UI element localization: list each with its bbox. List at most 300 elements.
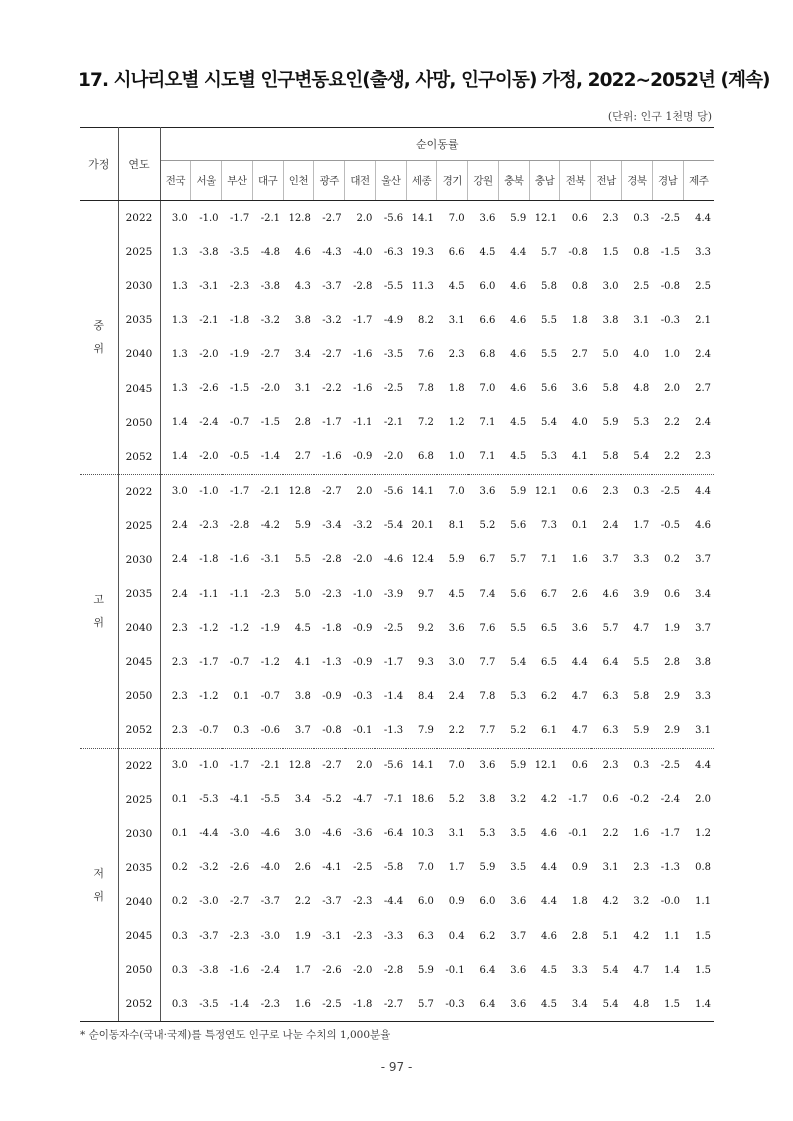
value-cell: 4.8 <box>633 383 650 395</box>
value-cell: 0.1 <box>171 794 188 806</box>
migration-rate-table <box>80 127 714 1022</box>
value-cell: 3.4 <box>695 588 712 600</box>
value-cell: 6.3 <box>417 930 434 942</box>
value-cell: 7.0 <box>479 383 496 395</box>
value-cell: 3.0 <box>294 828 311 840</box>
value-cell: 1.6 <box>571 554 588 566</box>
table-row <box>80 406 714 440</box>
value-cell: 3.8 <box>695 656 712 668</box>
value-cell: 2.5 <box>633 280 650 292</box>
table-row <box>80 817 714 851</box>
value-cell: 4.5 <box>448 588 465 600</box>
value-cell: -1.1 <box>230 588 250 600</box>
value-cell: -3.8 <box>260 280 281 292</box>
value-cell: 1.8 <box>448 383 465 395</box>
value-cell: -2.7 <box>314 474 345 509</box>
value-cell: -1.0 <box>191 748 222 783</box>
value-cell: 4.5 <box>479 246 496 258</box>
value-cell: 4.4 <box>541 896 557 908</box>
value-cell: 7.3 <box>541 520 557 532</box>
value-cell: 2.9 <box>664 724 681 736</box>
value-cell: 6.7 <box>479 554 496 566</box>
value-cell: -3.5 <box>383 348 404 360</box>
value-cell: -5.5 <box>383 280 404 292</box>
value-cell: -2.0 <box>260 383 281 395</box>
value-cell: -0.7 <box>260 690 281 702</box>
value-cell: 1.3 <box>171 348 188 360</box>
value-cell: 3.6 <box>468 748 499 783</box>
value-cell: 5.7 <box>406 987 437 1022</box>
value-cell: 2.3 <box>591 748 622 783</box>
value-cell: 1.2 <box>448 417 465 429</box>
value-cell: 0.6 <box>571 212 588 224</box>
value-cell: -1.7 <box>222 748 253 783</box>
value-cell: -4.0 <box>260 862 281 874</box>
value-cell: 3.6 <box>510 896 527 908</box>
value-cell: 12.1 <box>529 748 560 783</box>
value-cell: -4.8 <box>260 246 281 258</box>
value-cell: 1.6 <box>633 828 650 840</box>
value-cell: 5.3 <box>510 690 527 702</box>
value-cell: -2.1 <box>252 748 283 783</box>
value-cell: -1.6 <box>322 451 342 463</box>
value-cell: 3.6 <box>479 212 496 224</box>
value-cell: -1.3 <box>322 656 342 668</box>
value-cell: 7.1 <box>479 417 496 429</box>
value-cell: 5.7 <box>541 246 557 258</box>
value-cell: -4.6 <box>383 554 404 566</box>
table-row <box>80 611 714 645</box>
value-cell: 3.6 <box>510 964 527 976</box>
value-cell: 0.3 <box>621 748 652 783</box>
value-cell: 7.1 <box>479 451 496 463</box>
value-cell: 3.6 <box>448 622 465 634</box>
value-cell: 12.1 <box>529 474 560 509</box>
value-cell: 5.7 <box>602 622 619 634</box>
value-cell: 20.1 <box>411 520 434 532</box>
region-header-row <box>80 161 714 201</box>
value-cell: 3.8 <box>479 794 496 806</box>
value-cell: -3.3 <box>383 930 404 942</box>
value-cell: 7.2 <box>417 417 434 429</box>
value-cell: -1.6 <box>353 383 373 395</box>
value-cell: 7.7 <box>479 724 496 736</box>
scenario-char: 위 <box>93 889 105 903</box>
year-cell: 2040 <box>118 885 160 919</box>
value-cell: -2.0 <box>199 348 219 360</box>
value-cell: -2.1 <box>252 474 283 509</box>
year-cell: 2035 <box>118 303 160 337</box>
year-cell: 2052 <box>118 987 160 1022</box>
value-cell: 2.8 <box>664 656 681 668</box>
value-cell: 1.1 <box>664 930 681 942</box>
scenario-char: 저 <box>93 866 105 880</box>
value-cell: -2.4 <box>199 417 219 429</box>
value-cell: -3.8 <box>199 246 219 258</box>
value-cell: 14.1 <box>406 474 437 509</box>
value-cell: 3.5 <box>510 828 527 840</box>
value-cell: -1.7 <box>222 474 253 509</box>
value-cell: 3.2 <box>510 794 527 806</box>
value-cell: -1.2 <box>230 622 250 634</box>
value-cell: -3.7 <box>199 930 219 942</box>
value-cell: -3.4 <box>322 520 342 532</box>
value-cell: 5.2 <box>510 724 527 736</box>
table-row <box>80 645 714 679</box>
scenario-label <box>80 474 118 748</box>
value-cell: -2.4 <box>660 794 681 806</box>
value-cell: 3.3 <box>633 554 650 566</box>
value-cell: -0.9 <box>322 690 342 702</box>
value-cell: 1.8 <box>571 896 588 908</box>
year-cell: 2050 <box>118 953 160 987</box>
region-header: 강원 <box>468 161 499 201</box>
value-cell: -1.7 <box>383 656 404 668</box>
value-cell: 4.7 <box>571 724 588 736</box>
value-cell: -2.5 <box>652 474 683 509</box>
value-cell: 0.6 <box>560 748 591 783</box>
value-cell: 0.1 <box>571 520 588 532</box>
value-cell: 2.2 <box>602 828 619 840</box>
value-cell: -4.9 <box>383 314 404 326</box>
value-cell: -3.1 <box>322 930 342 942</box>
value-cell: -0.3 <box>353 690 373 702</box>
value-cell: -2.7 <box>314 748 345 783</box>
value-cell: -3.6 <box>353 828 373 840</box>
value-cell: -1.5 <box>660 246 681 258</box>
value-cell: 3.1 <box>448 314 465 326</box>
value-cell: 2.3 <box>171 724 188 736</box>
scenario-char: 중 <box>93 319 105 333</box>
value-cell: 3.4 <box>560 987 591 1022</box>
year-cell: 2045 <box>118 371 160 405</box>
value-cell: -1.0 <box>191 474 222 509</box>
value-cell: 2.0 <box>695 794 712 806</box>
value-cell: 5.4 <box>541 417 557 429</box>
value-cell: -2.0 <box>383 451 404 463</box>
value-cell: 4.2 <box>633 930 650 942</box>
value-cell: 3.4 <box>294 348 311 360</box>
table-row <box>80 713 714 748</box>
value-cell: 2.4 <box>448 690 465 702</box>
value-cell: -2.0 <box>353 554 373 566</box>
year-cell: 2030 <box>118 269 160 303</box>
value-cell: -0.9 <box>353 451 373 463</box>
value-cell: -4.1 <box>322 862 342 874</box>
value-cell: 3.6 <box>571 383 588 395</box>
value-cell: 4.6 <box>510 314 527 326</box>
value-cell: -4.1 <box>230 794 250 806</box>
footnote: * 순이동자수(국내·국제)를 특정연도 인구로 나눈 수치의 1,000분율 <box>80 1029 391 1041</box>
value-cell: -0.7 <box>199 724 219 736</box>
region-header: 경남 <box>652 161 683 201</box>
value-cell: -3.0 <box>260 930 281 942</box>
value-cell: 6.4 <box>468 987 499 1022</box>
value-cell: -2.8 <box>353 280 373 292</box>
value-cell: 6.3 <box>602 724 619 736</box>
value-cell: -0.9 <box>353 656 373 668</box>
value-cell: -1.2 <box>199 690 219 702</box>
value-cell: 1.4 <box>171 451 188 463</box>
value-cell: -2.0 <box>199 451 219 463</box>
value-cell: -2.7 <box>322 348 342 360</box>
value-cell: 2.4 <box>171 554 188 566</box>
value-cell: 6.4 <box>602 656 619 668</box>
region-header: 세종 <box>406 161 437 201</box>
value-cell: -2.3 <box>252 987 283 1022</box>
year-cell: 2050 <box>118 406 160 440</box>
value-cell: 12.8 <box>283 474 314 509</box>
value-cell: 3.1 <box>294 383 311 395</box>
value-cell: 2.5 <box>695 280 712 292</box>
value-cell: 0.2 <box>171 896 188 908</box>
value-cell: 5.4 <box>591 987 622 1022</box>
value-cell: 2.6 <box>294 862 311 874</box>
value-cell: 6.2 <box>479 930 496 942</box>
value-cell: -2.7 <box>230 896 250 908</box>
value-cell: 7.0 <box>448 212 465 224</box>
year-cell: 2035 <box>118 851 160 885</box>
value-cell: 3.6 <box>498 987 529 1022</box>
value-cell: 5.5 <box>541 314 557 326</box>
value-cell: -3.7 <box>322 896 342 908</box>
value-cell: 1.4 <box>664 964 681 976</box>
value-cell: 11.3 <box>411 280 434 292</box>
value-cell: 1.0 <box>664 348 681 360</box>
value-cell: 3.5 <box>510 862 527 874</box>
value-cell: 14.1 <box>406 748 437 783</box>
scenario-label <box>80 201 118 475</box>
value-cell: 2.8 <box>294 417 311 429</box>
value-cell: -1.6 <box>230 554 250 566</box>
table-row <box>80 783 714 817</box>
value-cell: 1.9 <box>664 622 681 634</box>
value-cell: -2.0 <box>353 964 373 976</box>
value-cell: -2.1 <box>260 212 281 224</box>
value-cell: 1.7 <box>294 964 311 976</box>
value-cell: 9.3 <box>417 656 434 668</box>
year-cell: 2025 <box>118 509 160 543</box>
value-cell: 4.6 <box>510 348 527 360</box>
value-cell: -1.7 <box>568 794 588 806</box>
value-cell: 5.5 <box>510 622 527 634</box>
value-cell: 3.8 <box>294 690 311 702</box>
unit-note: (단위: 인구 1천명 당) <box>607 110 712 123</box>
value-cell: 4.6 <box>510 280 527 292</box>
year-cell: 2045 <box>118 645 160 679</box>
value-cell: 2.3 <box>171 690 188 702</box>
region-header: 울산 <box>375 161 406 201</box>
value-cell: -2.2 <box>322 383 342 395</box>
region-header: 부산 <box>222 161 253 201</box>
value-cell: 2.3 <box>591 474 622 509</box>
value-cell: 3.3 <box>695 246 712 258</box>
value-cell: 3.0 <box>160 748 191 783</box>
value-cell: 3.3 <box>695 690 712 702</box>
value-cell: -2.5 <box>660 212 681 224</box>
value-cell: 3.0 <box>448 656 465 668</box>
value-cell: 7.6 <box>479 622 496 634</box>
value-cell: -1.7 <box>322 417 342 429</box>
value-cell: 4.4 <box>571 656 588 668</box>
value-cell: 2.9 <box>664 690 681 702</box>
value-cell: 12.1 <box>534 212 557 224</box>
table-row <box>80 440 714 475</box>
value-cell: 0.6 <box>602 794 619 806</box>
value-cell: 3.2 <box>633 896 650 908</box>
value-cell: 2.7 <box>571 348 588 360</box>
value-cell: 5.4 <box>633 451 650 463</box>
value-cell: 5.0 <box>294 588 311 600</box>
value-cell: -1.6 <box>353 348 373 360</box>
value-cell: 0.2 <box>171 862 188 874</box>
value-cell: 1.4 <box>171 417 188 429</box>
header-net-migration: 순이동률 <box>160 128 714 161</box>
value-cell: 2.3 <box>171 656 188 668</box>
value-cell: 4.7 <box>571 690 588 702</box>
value-cell: 0.3 <box>621 474 652 509</box>
header-scenario: 가정 <box>80 128 118 201</box>
region-header: 제주 <box>683 161 714 201</box>
value-cell: -1.8 <box>230 314 250 326</box>
value-cell: 2.0 <box>356 212 373 224</box>
value-cell: 4.5 <box>510 451 527 463</box>
value-cell: 5.5 <box>541 348 557 360</box>
region-header: 대구 <box>252 161 283 201</box>
value-cell: 4.3 <box>294 280 311 292</box>
value-cell: 4.4 <box>683 474 714 509</box>
value-cell: -3.7 <box>322 280 342 292</box>
value-cell: 6.8 <box>479 348 496 360</box>
value-cell: 4.4 <box>510 246 527 258</box>
value-cell: 10.3 <box>411 828 434 840</box>
table-row <box>80 919 714 953</box>
value-cell: -7.1 <box>383 794 404 806</box>
table-row <box>80 235 714 269</box>
value-cell: -2.3 <box>260 588 281 600</box>
value-cell: -2.7 <box>322 212 342 224</box>
value-cell: -1.0 <box>199 212 219 224</box>
region-header: 인천 <box>283 161 314 201</box>
value-cell: 7.6 <box>417 348 434 360</box>
table-row <box>80 337 714 371</box>
value-cell: -1.7 <box>353 314 373 326</box>
value-cell: -2.5 <box>652 748 683 783</box>
value-cell: 1.6 <box>283 987 314 1022</box>
value-cell: 5.1 <box>602 930 619 942</box>
region-header: 충북 <box>498 161 529 201</box>
value-cell: 5.9 <box>294 520 311 532</box>
value-cell: -2.8 <box>322 554 342 566</box>
value-cell: 8.2 <box>417 314 434 326</box>
value-cell: 1.5 <box>602 246 619 258</box>
value-cell: 2.2 <box>294 896 311 908</box>
value-cell: -6.3 <box>383 246 404 258</box>
scenario-char: 위 <box>93 342 105 356</box>
value-cell: 5.8 <box>602 383 619 395</box>
value-cell: -2.6 <box>322 964 342 976</box>
value-cell: 3.6 <box>468 474 499 509</box>
value-cell: -1.9 <box>230 348 250 360</box>
value-cell: -3.9 <box>383 588 404 600</box>
value-cell: -0.5 <box>230 451 250 463</box>
value-cell: 5.3 <box>479 828 496 840</box>
value-cell: -2.3 <box>353 896 373 908</box>
value-cell: -4.6 <box>260 828 281 840</box>
value-cell: 1.5 <box>695 930 712 942</box>
value-cell: -3.1 <box>199 280 219 292</box>
value-cell: 5.8 <box>602 451 619 463</box>
value-cell: 0.8 <box>633 246 650 258</box>
value-cell: 0.6 <box>560 474 591 509</box>
value-cell: 3.0 <box>171 212 188 224</box>
value-cell: -3.8 <box>199 964 219 976</box>
value-cell: -3.5 <box>230 246 250 258</box>
value-cell: 4.5 <box>294 622 311 634</box>
value-cell: -1.5 <box>260 417 281 429</box>
value-cell: -2.5 <box>383 383 404 395</box>
table-row <box>80 885 714 919</box>
year-cell: 2030 <box>118 543 160 577</box>
value-cell: 1.0 <box>448 451 465 463</box>
value-cell: 4.6 <box>602 588 619 600</box>
value-cell: 5.2 <box>479 520 496 532</box>
value-cell: -0.7 <box>230 656 250 668</box>
scenario-char: 위 <box>93 616 105 630</box>
value-cell: 6.6 <box>479 314 496 326</box>
value-cell: 6.5 <box>541 656 557 668</box>
value-cell: 3.1 <box>602 862 619 874</box>
value-cell: 4.2 <box>541 794 557 806</box>
value-cell: -0.8 <box>568 246 588 258</box>
value-cell: 14.1 <box>411 212 434 224</box>
value-cell: 9.7 <box>417 588 434 600</box>
value-cell: 6.2 <box>541 690 557 702</box>
value-cell: 6.7 <box>541 588 557 600</box>
value-cell: 5.9 <box>448 554 465 566</box>
value-cell: 12.8 <box>283 748 314 783</box>
page-number: - 97 - <box>380 1060 413 1074</box>
value-cell: 4.1 <box>571 451 588 463</box>
year-cell: 2052 <box>118 440 160 475</box>
header-year: 연도 <box>118 128 160 201</box>
value-cell: 1.3 <box>171 246 188 258</box>
table-row <box>80 543 714 577</box>
value-cell: -1.3 <box>383 724 404 736</box>
value-cell: 4.5 <box>541 964 557 976</box>
value-cell: -2.5 <box>314 987 345 1022</box>
value-cell: 5.9 <box>498 474 529 509</box>
value-cell: 5.9 <box>498 748 529 783</box>
value-cell: 4.6 <box>510 383 527 395</box>
year-cell: 2035 <box>118 577 160 611</box>
value-cell: 5.6 <box>510 520 527 532</box>
value-cell: 5.7 <box>510 554 527 566</box>
value-cell: -1.4 <box>222 987 253 1022</box>
value-cell: 3.8 <box>294 314 311 326</box>
value-cell: 4.6 <box>294 246 311 258</box>
region-header: 충남 <box>529 161 560 201</box>
value-cell: 2.7 <box>695 383 712 395</box>
value-cell: 5.9 <box>602 417 619 429</box>
value-cell: -5.6 <box>383 212 404 224</box>
value-cell: -6.4 <box>383 828 404 840</box>
value-cell: -0.1 <box>353 724 373 736</box>
value-cell: 2.3 <box>602 212 619 224</box>
value-cell: 9.2 <box>417 622 434 634</box>
value-cell: -3.2 <box>322 314 342 326</box>
value-cell: 1.2 <box>695 828 712 840</box>
